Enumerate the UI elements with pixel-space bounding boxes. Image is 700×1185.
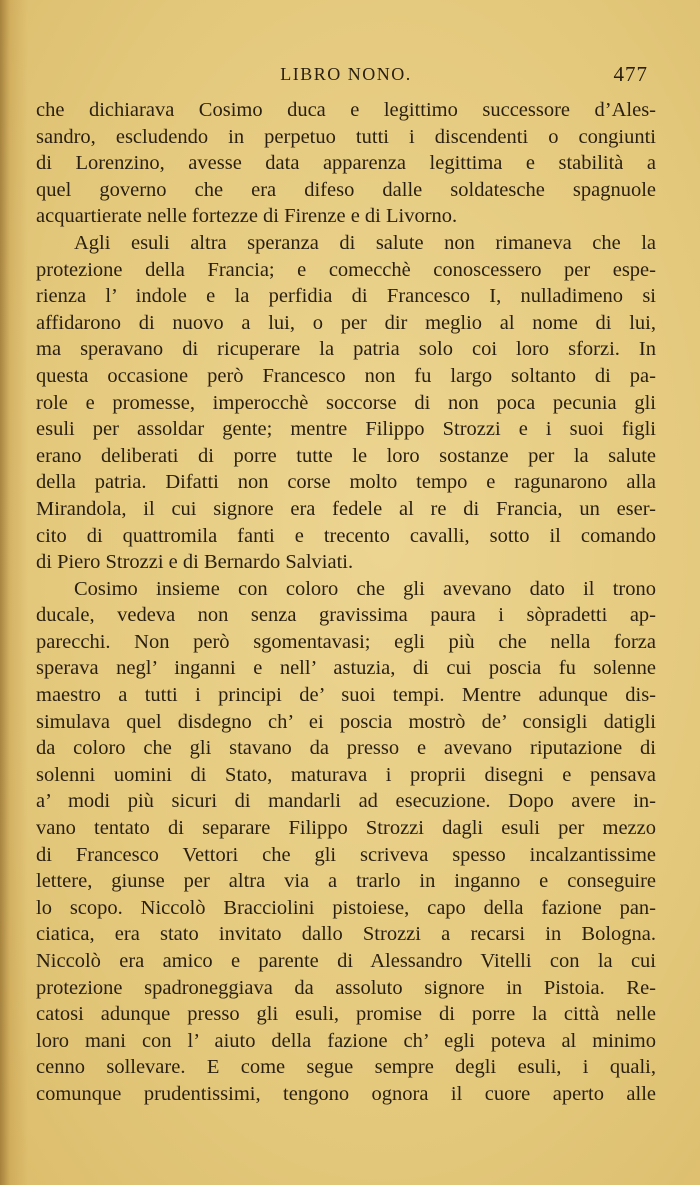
text-line: Mirandola, il cui signore era fedele al re di Francia, un eser-	[36, 497, 656, 520]
text-line: da coloro che gli stavano da presso e avevano riputazione di	[36, 737, 656, 760]
text-line: solenni uomini di Stato, maturava i proprii disegni e pensava	[36, 763, 656, 786]
body-text	[36, 97, 656, 1108]
text-line: che dichiarava Cosimo duca e legittimo successore d’Ales-	[36, 99, 656, 121]
text-line: erano deliberati di porre tutte le loro sostanze per la salute	[36, 444, 656, 467]
text-line: maestro a tutti i principi de’ suoi tempi. Mentre adunque dis-	[36, 684, 656, 707]
text-line: ma speravano di ricuperare la patria solo coi loro sforzi. In	[36, 338, 656, 361]
text-line: protezione spadroneggiava da assoluto signore in Pistoia. Re-	[36, 976, 656, 999]
text-line: vano tentato di separare Filippo Strozzi dagli esuli per mezzo	[36, 817, 656, 840]
text-line: acquartierate nelle fortezze di Firenze e di Livorno.	[36, 205, 458, 228]
text-line: esuli per assoldar gente; mentre Filippo Strozzi e i suoi figli	[36, 418, 656, 441]
text-line: quel governo che era difeso dalle soldatesche spagnuole	[36, 178, 656, 201]
page-number: 477	[613, 62, 648, 86]
text-line: di Francesco Vettori che gli scriveva spesso incalzantissime	[36, 843, 656, 866]
text-line: affidarono di nuovo a lui, o per dir meglio al nome di lui,	[36, 311, 656, 334]
text-line: rienza l’ indole e la perfidia di Francesco I, nulladimeno si	[36, 285, 656, 308]
text-line: protezione della Francia; e comecchè conoscessero per espe-	[36, 258, 656, 281]
text-line: della patria. Difatti non corse molto tempo e ragunarono alla	[36, 471, 656, 494]
text-line: questa occasione però Francesco non fu largo soltanto di pa-	[36, 364, 656, 387]
running-head: LIBRO NONO.	[280, 64, 412, 84]
text-line: comunque prudentissimi, tengono ognora il cuore aperto alle	[36, 1082, 656, 1105]
text-line: sandro, escludendo in perpetuo tutti i discendenti o congiunti	[36, 125, 656, 148]
page-header	[36, 62, 656, 92]
text-line: cito di quattromila fanti e trecento cavalli, sotto il comando	[36, 524, 656, 547]
text-line: a’ modi più sicuri di mandarli ad esecuzione. Dopo avere in-	[36, 790, 656, 813]
text-line: ciatica, era stato invitato dallo Strozzi a recarsi in Bologna.	[36, 923, 656, 946]
text-line: sperava negl’ inganni e nell’ astuzia, di cui poscia fu solenne	[36, 657, 656, 680]
text-line: Niccolò era amico e parente di Alessandro Vitelli con la cui	[36, 950, 656, 972]
text-line: loro mani con l’ aiuto della fazione ch’ egli poteva al minimo	[36, 1029, 656, 1052]
text-line: di Lorenzino, avesse data apparenza legittima e stabilità a	[36, 152, 656, 175]
text-line: catosi adunque presso gli esuli, promise di porre la città nelle	[36, 1003, 656, 1026]
text-line: lettere, giunse per altra via a trarlo in inganno e conseguire	[36, 870, 656, 893]
text-line: cenno sollevare. E come segue sempre degli esuli, i quali,	[36, 1056, 656, 1079]
text-line: di Piero Strozzi e di Bernardo Salviati.	[36, 551, 354, 574]
text-line: Agli esuli altra speranza di salute non rimaneva che la	[74, 231, 656, 254]
text-line: ducale, vedeva non senza gravissima paura i sòpradetti ap-	[36, 604, 656, 627]
text-line: lo scopo. Niccolò Bracciolini pistoiese, capo della fazione pan-	[36, 896, 656, 919]
text-line: parecchi. Non però sgomentavasi; egli più che nella forza	[36, 630, 656, 653]
text-line: simulava quel disdegno ch’ ei poscia mostrò de’ consigli datigli	[36, 710, 656, 733]
text-line: Cosimo insieme con coloro che gli avevano dato il trono	[74, 577, 656, 600]
text-line: role e promesse, imperocchè soccorse di non poca pecunia gli	[36, 391, 656, 414]
